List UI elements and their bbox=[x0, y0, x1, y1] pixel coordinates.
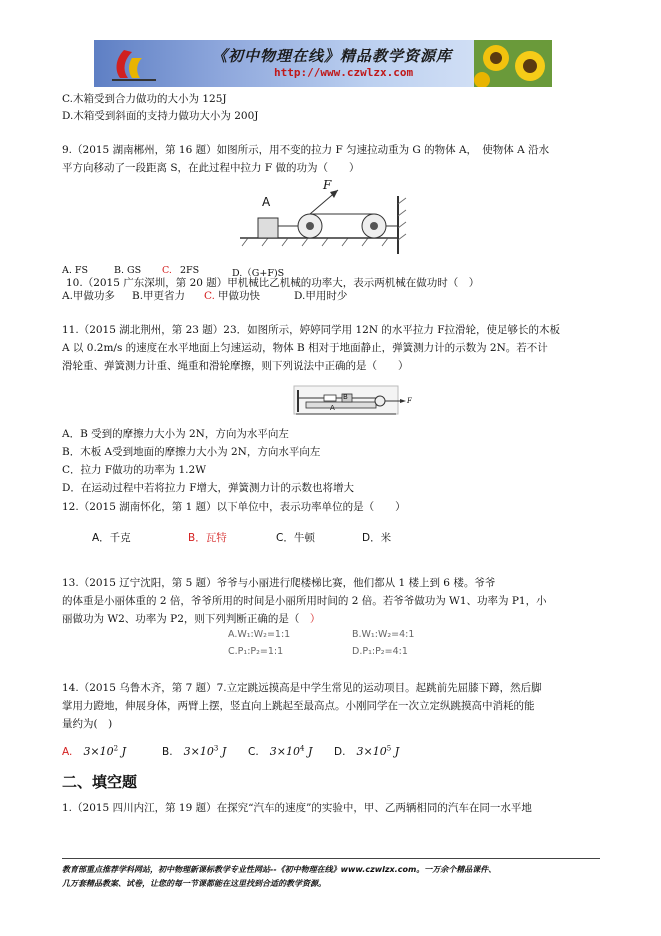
q13-option-a: A.W₁:W₂=1:1 bbox=[228, 629, 291, 640]
q12-option-d: D．米 bbox=[362, 532, 392, 544]
q11-figure-label-f: F bbox=[407, 397, 412, 405]
q9-option-a: A. FS bbox=[62, 265, 88, 276]
q11-option-a: A．B 受到的摩擦力大小为 2N，方向为水平向左 bbox=[62, 428, 289, 440]
site-logo-icon bbox=[106, 44, 166, 84]
q12-option-a: A．千克 bbox=[92, 532, 131, 544]
prev-option-d: D.木箱受到斜面的支持力做功大小为 200J bbox=[62, 110, 259, 122]
q14-option-a-base: 3×10 bbox=[83, 745, 114, 758]
q13-option-b: B.W₁:W₂=4:1 bbox=[352, 629, 415, 640]
q14-option-c-exp: 4 bbox=[299, 744, 305, 753]
q10-option-c-letter: C. bbox=[204, 290, 215, 302]
q14-option-b-unit: J bbox=[221, 745, 227, 758]
q14-option-b-letter: B. bbox=[162, 746, 173, 758]
q9-option-d: D.（G+F)S bbox=[232, 268, 285, 279]
q14-line2: 掌用力蹬地，伸展身体，两臂上摆，竖直向上跳起至最高点。小刚同学在一次立定纵跳摸高中消耗的能 bbox=[62, 700, 535, 712]
q9-option-c: 2FS bbox=[180, 265, 200, 276]
q13-line1: 13.（2015 辽宁沈阳，第 5 题）爷爷与小丽进行爬楼梯比赛，他们都从 1 楼上到 6 楼。爷爷 bbox=[62, 577, 496, 589]
q10-option-a: A.甲做功多 bbox=[62, 290, 115, 302]
q14-option-d-exp: 5 bbox=[386, 744, 392, 753]
q13-option-c: C.P₁:P₂=1:1 bbox=[228, 646, 284, 657]
footer-line1: 教育部重点推荐学科网站，初中物理新课标教学专业性网站--《初中物理在线》www.czwlzx.com。一万余个精品课件、 bbox=[62, 865, 497, 874]
q14-option-d-letter: D. bbox=[334, 746, 346, 758]
q11-line3: 滑轮重、弹簧测力计重、绳重和滑轮摩擦，则下列说法中正确的是（ ） bbox=[62, 360, 409, 372]
q14-option-d-unit: J bbox=[394, 745, 400, 758]
q14-option-c bbox=[248, 740, 312, 759]
q14-option-d bbox=[334, 740, 399, 759]
q11-option-b: B．木板 A受到地面的摩擦力大小为 2N，方向水平向左 bbox=[62, 446, 321, 458]
q9-line1: 9.（2015 湖南郴州，第 16 题）如图所示，用不变的拉力 F 匀速拉动重为 G 的物体 A， 使物体 A 沿水 bbox=[62, 144, 550, 156]
q14-option-c-unit: J bbox=[307, 745, 313, 758]
q14-option-d-base: 3×10 bbox=[356, 745, 387, 758]
q11-figure-label-a: A bbox=[330, 404, 335, 412]
q13-line3-answer-bracket: ） bbox=[299, 613, 321, 625]
q14-option-c-letter: C. bbox=[248, 746, 259, 758]
q13-line2: 的体重是小丽体重的 2 倍，爷爷所用的时间是小丽所用时间的 2 倍。若爷爷做功为 W1、功率为 P1，小 bbox=[62, 595, 547, 607]
banner-url: http://www.czwlzx.com bbox=[274, 66, 414, 79]
q10-option-c: 甲做功快 bbox=[218, 290, 260, 302]
q14-option-b-base: 3×10 bbox=[183, 745, 214, 758]
q9-figure-label-f: F bbox=[323, 178, 332, 192]
q12-option-c: C．牛顿 bbox=[276, 532, 315, 544]
q14-option-a-letter: A. bbox=[62, 746, 73, 758]
section-title-fill-in: 二、填空题 bbox=[62, 773, 138, 791]
q9-option-c-letter: C. bbox=[162, 265, 172, 276]
footer-divider bbox=[62, 858, 600, 859]
q12-option-b: B．瓦特 bbox=[188, 532, 227, 544]
q10-option-d: D.甲用时少 bbox=[294, 290, 348, 302]
footer-line2: 几万套精品教案、试卷，让您的每一节课都能在这里找到合适的教学资源。 bbox=[62, 879, 326, 888]
q11-option-d: D．在运动过程中若将拉力 F增大，弹簧测力计的示数也将增大 bbox=[62, 482, 355, 494]
q12-line1: 12.（2015 湖南怀化，第 1 题）以下单位中，表示功率单位的是（ ） bbox=[62, 501, 406, 513]
q14-option-b-exp: 3 bbox=[213, 744, 219, 753]
header-banner bbox=[94, 40, 552, 87]
q11-line1: 11.（2015 湖北荆州，第 23 题）23．如图所示，婷婷同学用 12N 的水平拉力 F拉滑轮，使足够长的木板 bbox=[62, 324, 560, 336]
q14-line1: 14.（2015 乌鲁木齐，第 7 题）7.立定跳远摸高是中学生常见的运动项目。起跳前先屈膝下蹲，然后脚 bbox=[62, 682, 542, 694]
q11-option-c: C．拉力 F做功的功率为 1.2W bbox=[62, 464, 206, 476]
sunflower-icon bbox=[474, 40, 552, 87]
q9-option-b: B. GS bbox=[114, 265, 142, 276]
q13-line3-text: 丽做功为 W2、功率为 P2，则下列判断正确的是（ bbox=[62, 613, 300, 625]
banner-title: 《初中物理在线》精品教学资源库 bbox=[212, 47, 453, 65]
q11-figure-label-b: B bbox=[343, 393, 348, 401]
fill-q1-line1: 1.（2015 四川内江，第 19 题）在探究“汽车的速度”的实验中，甲、乙两辆相同的汽车在同一水平地 bbox=[62, 802, 532, 814]
q14-option-a bbox=[62, 740, 126, 759]
q14-option-c-base: 3×10 bbox=[269, 745, 300, 758]
q11-pulley-figure bbox=[292, 384, 412, 416]
prev-option-c: C.木箱受到合力做功的大小为 125J bbox=[62, 93, 227, 105]
q13-option-d: D.P₁:P₂=4:1 bbox=[352, 646, 408, 657]
q14-option-a-unit: J bbox=[121, 745, 127, 758]
q13-line3 bbox=[62, 611, 320, 628]
q9-figure-label-a: A bbox=[262, 195, 271, 209]
q14-line3: 量约为( ) bbox=[62, 718, 113, 730]
q14-option-b bbox=[162, 740, 226, 759]
q11-line2: A 以 0.2m/s 的速度在水平地面上匀速运动，物体 B 相对于地面静止，弹簧测力计的示数为 2N。若不计 bbox=[62, 342, 548, 354]
q14-option-a-exp: 2 bbox=[113, 744, 119, 753]
q9-line2: 平方向移动了一段距离 S，在此过程中拉力 F 做的功为（ ） bbox=[62, 162, 360, 174]
q10-line1: 10.（2015 广东深圳，第 20 题）甲机械比乙机械的功率大，表示两机械在做功时（ ） bbox=[66, 277, 480, 289]
q10-option-b: B.甲更省力 bbox=[132, 290, 186, 302]
